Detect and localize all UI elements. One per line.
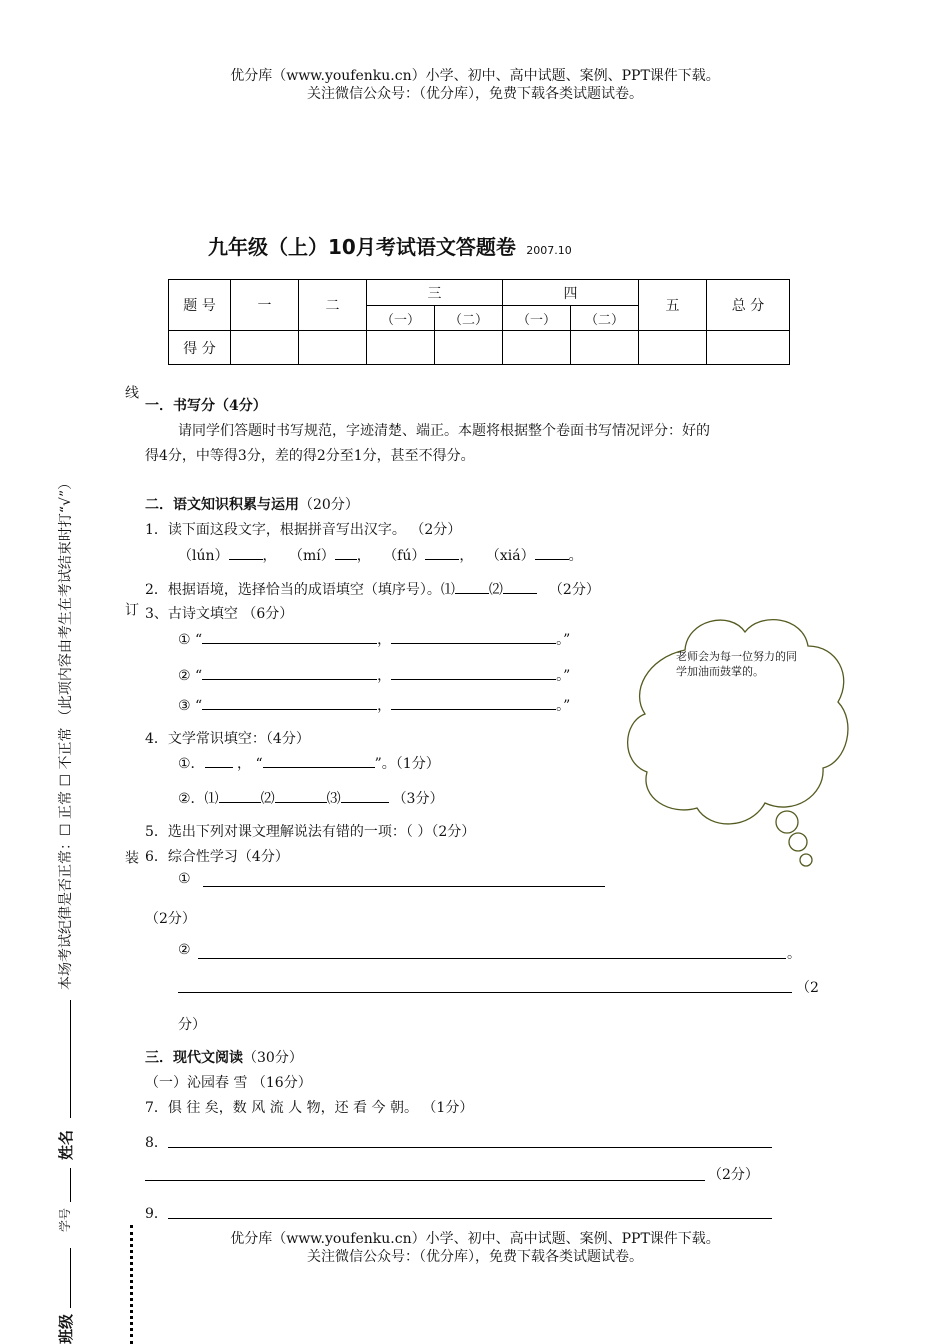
blank-fu[interactable] <box>425 547 459 560</box>
question-7: 7．俱 往 矣，数 风 流 人 物，还 看 今 朝。 （1分） <box>145 1100 474 1116</box>
blank-q4-2-3[interactable] <box>341 790 389 803</box>
q6-answer-line-2[interactable] <box>198 958 786 959</box>
poem-blank[interactable] <box>391 667 556 680</box>
blank-xia[interactable] <box>535 547 569 560</box>
bubble-dot-large <box>776 811 798 833</box>
score-cell[interactable] <box>435 331 503 365</box>
question-6: 6．综合性学习（4分） <box>145 849 289 865</box>
poem-blank[interactable] <box>391 697 556 710</box>
question-3: 3、古诗文填空 （6分） <box>145 606 294 622</box>
blank-q4-work[interactable] <box>263 755 375 768</box>
binding-ding: 订 <box>123 602 139 616</box>
question-5: 5．选出下列对课文理解说法有错的一项：（ ）（2分） <box>145 824 476 840</box>
exam-title-block <box>208 231 572 260</box>
binding-zhuang: 装 <box>123 850 139 864</box>
col-5: 五 <box>639 280 707 331</box>
poem-blank[interactable] <box>202 697 377 710</box>
poem-blank[interactable] <box>202 631 377 644</box>
q6-score-2a: （2 <box>796 980 819 996</box>
q8-score: （2分） <box>708 1167 759 1183</box>
question-4: 4．文学常识填空：（4分） <box>145 731 310 747</box>
sub-4-1: （一） <box>503 306 571 331</box>
q4-1-marker: ①． <box>178 756 205 772</box>
section-3-score: （30分） <box>243 1050 303 1066</box>
question-8: 8． <box>145 1135 168 1151</box>
col-total: 总 分 <box>707 280 790 331</box>
student-name-label: 姓名 <box>57 1129 75 1160</box>
section-3-title: 三．现代文阅读 <box>145 1050 243 1066</box>
q6-score-1: （2分） <box>145 911 196 927</box>
q6-score-2b: 分） <box>178 1017 206 1033</box>
section-3-sub: （一）沁园春 雪 （16分） <box>145 1075 312 1091</box>
poem-blank[interactable] <box>202 667 377 680</box>
q8-answer-line-1[interactable] <box>168 1147 772 1148</box>
footer-line-2: 关注微信公众号：（优分库），免费下载各类试题试卷。 <box>307 1249 643 1265</box>
question-2-mid: ⑵ <box>488 582 503 598</box>
q4-2-marker: ②．⑴ <box>178 791 219 807</box>
section-2-heading <box>145 494 359 514</box>
section-2-title: 二．语文知识积累与运用 <box>145 497 299 513</box>
pinyin-xia: （xiá） <box>485 548 535 564</box>
q6-marker-1: ① <box>178 871 191 887</box>
score-cell[interactable] <box>299 331 367 365</box>
score-cell[interactable] <box>367 331 435 365</box>
q4-2-score: （3分） <box>392 791 444 807</box>
section-1-text-2: 得4分，中等得3分，差的得2分至1分，甚至不得分。 <box>145 448 475 464</box>
blank-q4-2-2[interactable] <box>275 790 327 803</box>
blank-lun[interactable] <box>229 547 263 560</box>
pinyin-lun: （lún） <box>178 548 229 564</box>
question-2-text: 2．根据语境，选择恰当的成语填空（填序号）。⑴ <box>145 582 455 598</box>
section-1-title: 一．书写分（4分） <box>145 398 267 414</box>
q6-answer-line-1[interactable] <box>203 886 605 887</box>
poem-line-2: ② “ ， 。” <box>178 668 571 684</box>
question-1-pinyin: （lún） ， （mí） ， （fú） ， （xiá） 。 <box>178 548 583 564</box>
q4-2-mid-2: ⑶ <box>326 791 341 807</box>
bubble-dot-medium <box>789 833 807 851</box>
exam-title: 九年级（上）10月考试语文答题卷 <box>208 235 516 259</box>
blank-q4-2-1[interactable] <box>219 790 261 803</box>
q6-marker-2: ② <box>178 942 191 958</box>
score-cell[interactable] <box>503 331 571 365</box>
q6-answer-line-3[interactable] <box>178 992 792 993</box>
question-2 <box>145 579 600 599</box>
score-cell[interactable] <box>639 331 707 365</box>
footer-line-1: 优分库（www.youfenku.cn）小学、初中、高中试题、案例、PPT课件下载。 <box>230 1231 720 1247</box>
question-2-score: （2分） <box>548 582 600 598</box>
exam-date: 2007.10 <box>526 244 572 257</box>
student-number-label: 学号 <box>58 1207 72 1232</box>
question-4-2 <box>178 788 443 808</box>
col-1: 一 <box>231 280 299 331</box>
discipline-note: 本场考试纪律是否正常：☐ 正常 ☐ 不正常 （此项内容由考生在考试结束时打“√”） <box>58 475 74 990</box>
header-line-2: 关注微信公众号：（优分库），免费下载各类试题试卷。 <box>307 86 643 102</box>
q6-end-mark: 。 <box>787 946 801 962</box>
poem-line-3: ③ “ ， 。” <box>178 698 571 714</box>
q9-answer-line[interactable] <box>168 1218 772 1219</box>
section-1-text-1: 请同学们答题时书写规范，字迹清楚、端正。本题将根据整个卷面书写情况评分：好的 <box>178 423 710 439</box>
row-header-score: 得 分 <box>169 331 231 365</box>
sub-3-1: （一） <box>367 306 435 331</box>
pinyin-mi: （mí） <box>288 548 335 564</box>
question-1: 1．读下面这段文字，根据拼音写出汉字。 （2分） <box>145 522 462 538</box>
number-blank[interactable] <box>70 1168 71 1202</box>
q8-answer-line-2[interactable] <box>145 1180 705 1181</box>
poem-blank[interactable] <box>391 631 556 644</box>
bubble-dot-small <box>800 854 812 866</box>
name-blank[interactable] <box>70 1000 71 1118</box>
score-table <box>168 279 790 365</box>
pinyin-fu: （fú） <box>383 548 426 564</box>
q4-1-score: ”。（1分） <box>374 756 440 772</box>
section-2-score: （20分） <box>299 497 359 513</box>
blank-mi[interactable] <box>335 547 357 560</box>
score-cell[interactable] <box>571 331 639 365</box>
poem-marker-3: ③ <box>178 698 191 714</box>
binding-xian: 线 <box>123 385 139 399</box>
poem-marker-1: ① <box>178 632 191 648</box>
sub-4-2: （二） <box>571 306 639 331</box>
header-line-1: 优分库（www.youfenku.cn）小学、初中、高中试题、案例、PPT课件下载。 <box>230 68 720 84</box>
q4-2-mid-1: ⑵ <box>260 791 275 807</box>
blank-q2-2[interactable] <box>503 581 537 594</box>
poem-line-1: ① “ ， 。” <box>178 632 571 648</box>
question-4-1: ①． ， “ ”。（1分） <box>178 756 440 772</box>
score-cell[interactable] <box>231 331 299 365</box>
row-header-number: 题 号 <box>169 280 231 331</box>
score-cell[interactable] <box>707 331 790 365</box>
blank-q2-1[interactable] <box>455 581 489 594</box>
col-2: 二 <box>299 280 367 331</box>
question-9: 9． <box>145 1206 168 1222</box>
col-3: 三 <box>367 280 503 306</box>
col-4: 四 <box>503 280 639 306</box>
bubble-text: 老师会为每一位努力的同学加油而鼓掌的。 <box>676 650 797 678</box>
blank-q4-author[interactable] <box>205 755 233 768</box>
poem-marker-2: ② <box>178 668 191 684</box>
student-class-label: 班级 <box>57 1313 75 1344</box>
sub-3-2: （二） <box>435 306 503 331</box>
section-3-heading <box>145 1047 303 1067</box>
